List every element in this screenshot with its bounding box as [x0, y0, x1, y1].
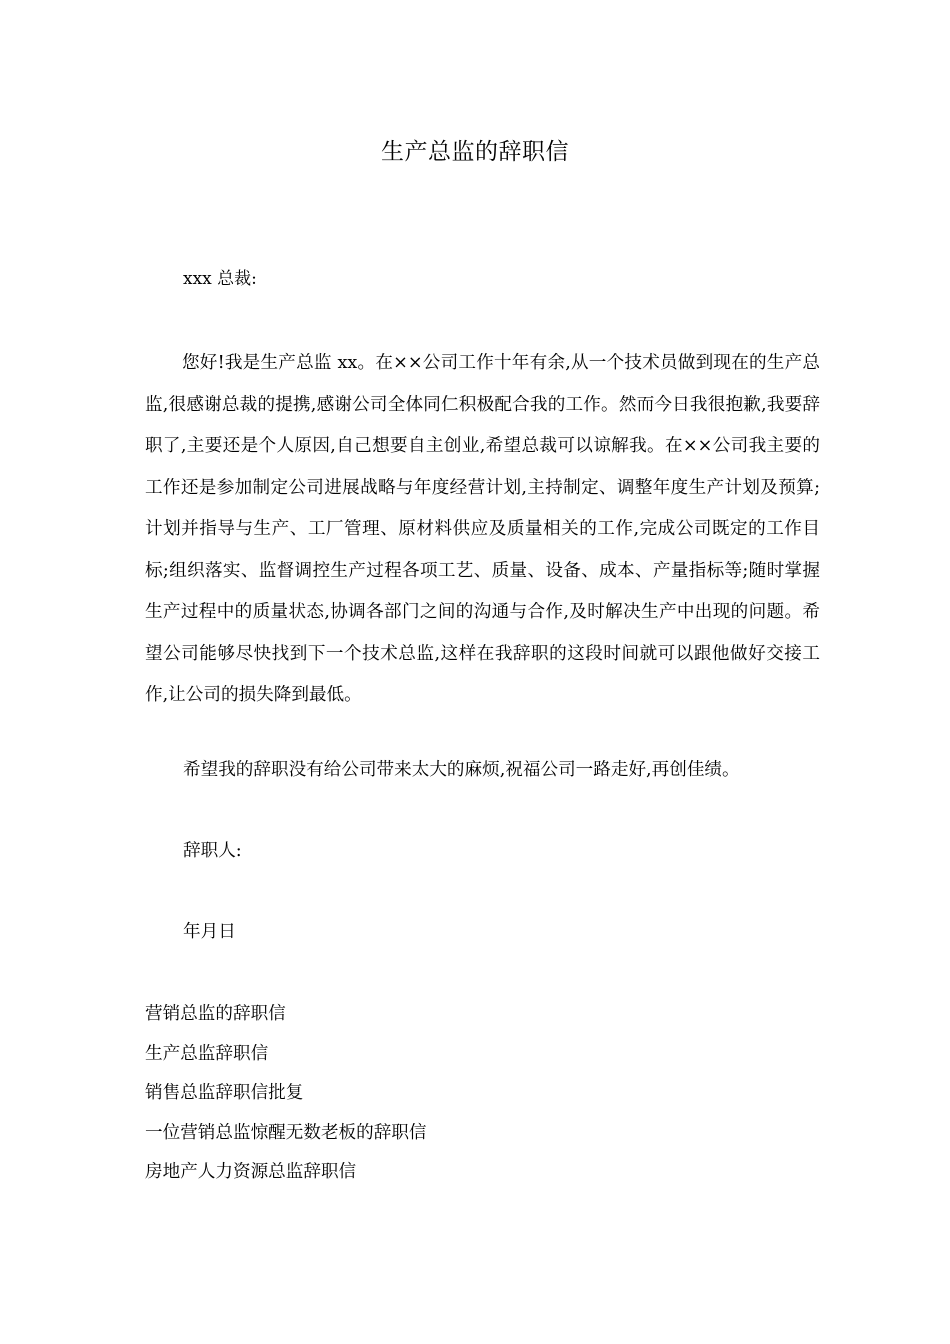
letter-body: 您好!我是生产总监 xx。在××公司工作十年有余,从一个技术员做到现在的生产总监,很感谢总裁的提携,感谢公司全体同仁积极配合我的工作。然而今日我很抱歉,我要辞职了,主要还是个人原因,自己想要自主创业,希望总裁可以谅解我。在××公司我主要的工作还是参加制定公司进展战略与年度经营计划,主持制定、调整年度生产计划及预算;计划并指导与生产、工厂管理、原材料供应及质量相关的工作,完成公司既定的工作目标;组织落实、监督调控生产过程各项工艺、质量、设备、成本、产量指标等;随时掌握生产过程中的质量状态,协调各部门之间的沟通与合作,及时解决生产中出现的问题。希望公司能够尽快找到下一个技术总监,这样在我辞职的这段时间就可以跟他做好交接工作,让公司的损失降到最低。 [145, 353, 820, 705]
document-title: 生产总监的辞职信 [381, 139, 569, 165]
date-label: 年月日 [183, 922, 236, 942]
related-link[interactable]: 一位营销总监惊醒无数老板的辞职信 [145, 1122, 427, 1143]
related-link[interactable]: 销售总监辞职信批复 [145, 1083, 304, 1103]
salutation: xxx 总裁: [183, 269, 257, 289]
related-link[interactable]: 房地产人力资源总监辞职信 [145, 1162, 357, 1182]
related-links-list [145, 995, 427, 1193]
related-link[interactable]: 生产总监辞职信 [145, 1043, 269, 1064]
related-link[interactable]: 营销总监的辞职信 [145, 1004, 286, 1024]
signer-label: 辞职人: [183, 841, 242, 861]
closing-paragraph: 希望我的辞职没有给公司带来太大的麻烦,祝福公司一路走好,再创佳绩。 [183, 760, 740, 780]
